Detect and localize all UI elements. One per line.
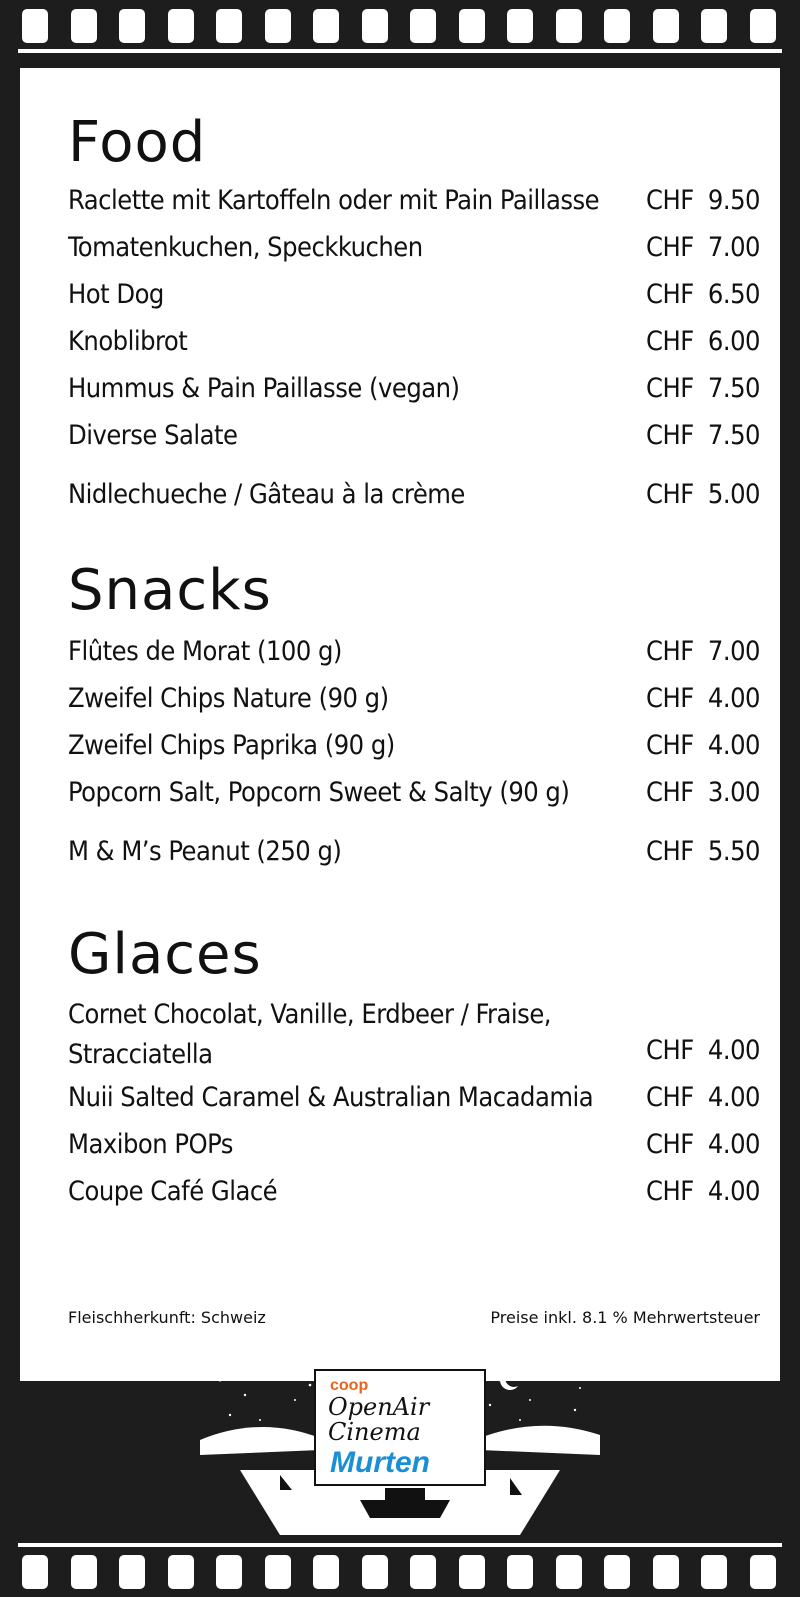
film-hole-icon [168,9,194,43]
item-name: Zweifel Chips Paprika (90 g) [68,730,395,761]
item-name: M & M’s Peanut (250 g) [68,836,342,867]
item-price: 7.50 [707,373,760,404]
item-price: 4.00 [707,730,760,761]
item-price: 4.00 [707,1129,760,1160]
vat-note: Preise inkl. 8.1 % Mehrwertsteuer [490,1308,760,1327]
film-hole-icon [265,9,291,43]
film-hole-icon [119,9,145,43]
item-currency: CHF [646,836,694,867]
film-hole-icon [216,9,242,43]
item-name: Diverse Salate [68,420,238,451]
film-hole-icon [556,9,582,43]
item-name: Nuii Salted Caramel & Australian Macadamia [68,1082,594,1113]
film-hole-icon [216,1555,242,1589]
menu-item [68,279,760,319]
item-price: 4.00 [707,1176,760,1207]
film-hole-icon [750,1555,776,1589]
section-title-food: Food [68,110,207,175]
menu-item [68,185,760,225]
logo-line3: Murten [330,1446,430,1479]
menu-item [68,777,760,817]
item-currency: CHF [646,1129,694,1160]
item-currency: CHF [646,185,694,216]
menu-item [68,1176,760,1216]
item-price: 6.00 [707,326,760,357]
meat-origin-note: Fleischherkunft: Schweiz [68,1308,266,1327]
item-price: 6.50 [707,279,760,310]
film-hole-icon [701,1555,727,1589]
item-name: Tomatenkuchen, Speckkuchen [68,232,423,263]
item-price: 4.00 [707,683,760,714]
item-price: 7.00 [707,636,760,667]
open-air-cinema-logo [200,1360,600,1535]
menu-item [68,636,760,676]
item-price: 4.00 [707,1035,760,1066]
item-currency: CHF [646,232,694,263]
item-currency: CHF [646,1082,694,1113]
item-price: 4.00 [707,1082,760,1113]
film-strip-line [18,49,782,53]
film-hole-icon [71,1555,97,1589]
item-currency: CHF [646,279,694,310]
item-name: Raclette mit Kartoffeln oder mit Pain Paillasse [68,185,600,216]
menu-item [68,836,760,876]
item-name: Popcorn Salt, Popcorn Sweet & Salty (90 g) [68,777,570,808]
film-hole-icon [313,1555,339,1589]
film-hole-icon [265,1555,291,1589]
menu-sheet [20,68,780,1381]
film-hole-icon [556,1555,582,1589]
item-currency: CHF [646,1035,694,1066]
menu-item [68,730,760,770]
film-hole-icon [410,9,436,43]
film-hole-icon [119,1555,145,1589]
item-name: Coupe Café Glacé [68,1176,278,1207]
film-hole-icon [750,9,776,43]
menu-item [68,232,760,272]
menu-item [68,373,760,413]
item-name: Nidlechueche / Gâteau à la crème [68,479,465,510]
item-name: Flûtes de Morat (100 g) [68,636,342,667]
menu-item [68,479,760,519]
item-currency: CHF [646,373,694,404]
menu-item [68,420,760,460]
film-strip-bottom [0,1537,800,1597]
menu-item [68,1129,760,1169]
item-name: Maxibon POPs [68,1129,233,1160]
film-hole-icon [701,9,727,43]
item-currency: CHF [646,326,694,357]
item-price: 7.50 [707,420,760,451]
film-hole-icon [604,1555,630,1589]
film-hole-icon [410,1555,436,1589]
item-currency: CHF [646,1176,694,1207]
item-price: 9.50 [707,185,760,216]
logo-line2: Cinema [328,1418,421,1446]
hill-right-icon [480,1426,600,1455]
film-hole-icon [22,1555,48,1589]
menu-item [68,1082,760,1122]
film-hole-icon [168,1555,194,1589]
logo-line1: OpenAir [328,1393,430,1421]
film-hole-icon [459,1555,485,1589]
section-title-snacks: Snacks [68,558,272,623]
item-price: 5.00 [707,479,760,510]
film-strip-line [18,1543,782,1547]
film-hole-icon [22,9,48,43]
item-price: 5.50 [707,836,760,867]
item-currency: CHF [646,730,694,761]
item-currency: CHF [646,479,694,510]
item-price: 3.00 [707,777,760,808]
film-hole-icon [507,9,533,43]
section-title-glaces: Glaces [68,922,262,987]
film-hole-icon [653,9,679,43]
item-name: Cornet Chocolat, Vanille, Erdbeer / Fraise, Stracciatella [68,999,551,1070]
film-hole-icon [313,9,339,43]
item-currency: CHF [646,777,694,808]
item-currency: CHF [646,683,694,714]
film-hole-icon [507,1555,533,1589]
item-name: Knoblibrot [68,326,188,357]
item-name: Hot Dog [68,279,164,310]
film-hole-icon [604,9,630,43]
boat-icon [360,1500,450,1518]
film-strip-top [0,0,800,60]
hill-left-icon [200,1427,320,1455]
film-hole-icon [362,9,388,43]
film-hole-icon [653,1555,679,1589]
film-hole-icon [71,9,97,43]
item-name: Hummus & Pain Paillasse (vegan) [68,373,460,404]
film-hole-icon [459,9,485,43]
item-name: Zweifel Chips Nature (90 g) [68,683,389,714]
moon-icon [500,1370,518,1390]
item-price: 7.00 [707,232,760,263]
logo-scene-illustration [200,1360,600,1535]
menu-item [68,683,760,723]
item-currency: CHF [646,420,694,451]
menu-item [68,995,760,1075]
logo-brand: coop [330,1377,369,1394]
menu-item [68,326,760,366]
item-currency: CHF [646,636,694,667]
film-hole-icon [362,1555,388,1589]
